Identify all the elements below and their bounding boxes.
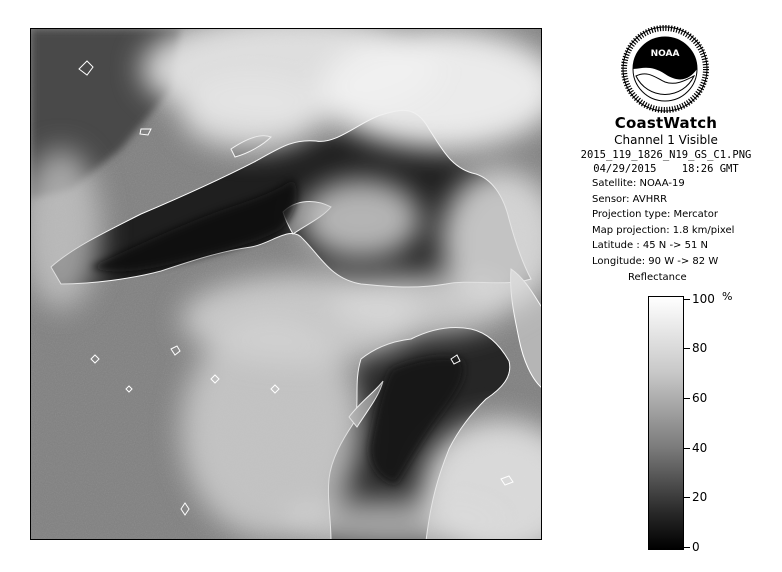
satellite-map (31, 29, 542, 540)
tick-label-0: 0 (692, 540, 700, 554)
tick-label-80: 80 (692, 341, 708, 355)
noaa-logo-icon (620, 24, 710, 114)
tick-label-100: 100 (692, 292, 715, 306)
date-time (556, 163, 776, 175)
reflectance-colorbar (648, 296, 684, 550)
meta-latitude: Latitude : 45 N -> 51 N (592, 240, 708, 251)
colorbar-tick (684, 497, 690, 498)
legend-title: Reflectance (628, 272, 687, 283)
colorbar-tick (684, 547, 690, 548)
colorbar-tick (684, 448, 690, 449)
channel-subtitle: Channel 1 Visible (614, 133, 718, 147)
tick-label-40: 40 (692, 441, 708, 455)
metadata-list (592, 176, 734, 269)
meta-map-projection: Map projection: 1.8 km/pixel (592, 224, 735, 236)
brand-title: CoastWatch (614, 114, 718, 132)
meta-sensor: Sensor: AVHRR (592, 193, 668, 205)
legend-unit: % (722, 290, 733, 303)
meta-satellite: Satellite: NOAA-19 (592, 178, 685, 189)
meta-longitude: Longitude: 90 W -> 82 W (592, 255, 719, 267)
colorbar-tick (684, 299, 690, 300)
time: 18:26 GMT (681, 163, 739, 175)
colorbar-tick (684, 348, 690, 349)
meta-projection-type: Projection type: Mercator (592, 209, 718, 220)
filename: 2015_119_1826_N19_GS_C1.PNG (580, 149, 752, 161)
colorbar-tick (684, 398, 690, 399)
satellite-image (30, 28, 542, 540)
noaa-logo-text: NOAA (650, 49, 680, 59)
date: 04/29/2015 (593, 163, 657, 175)
header-block (556, 112, 776, 175)
tick-label-20: 20 (692, 490, 708, 504)
tick-label-60: 60 (692, 391, 708, 405)
